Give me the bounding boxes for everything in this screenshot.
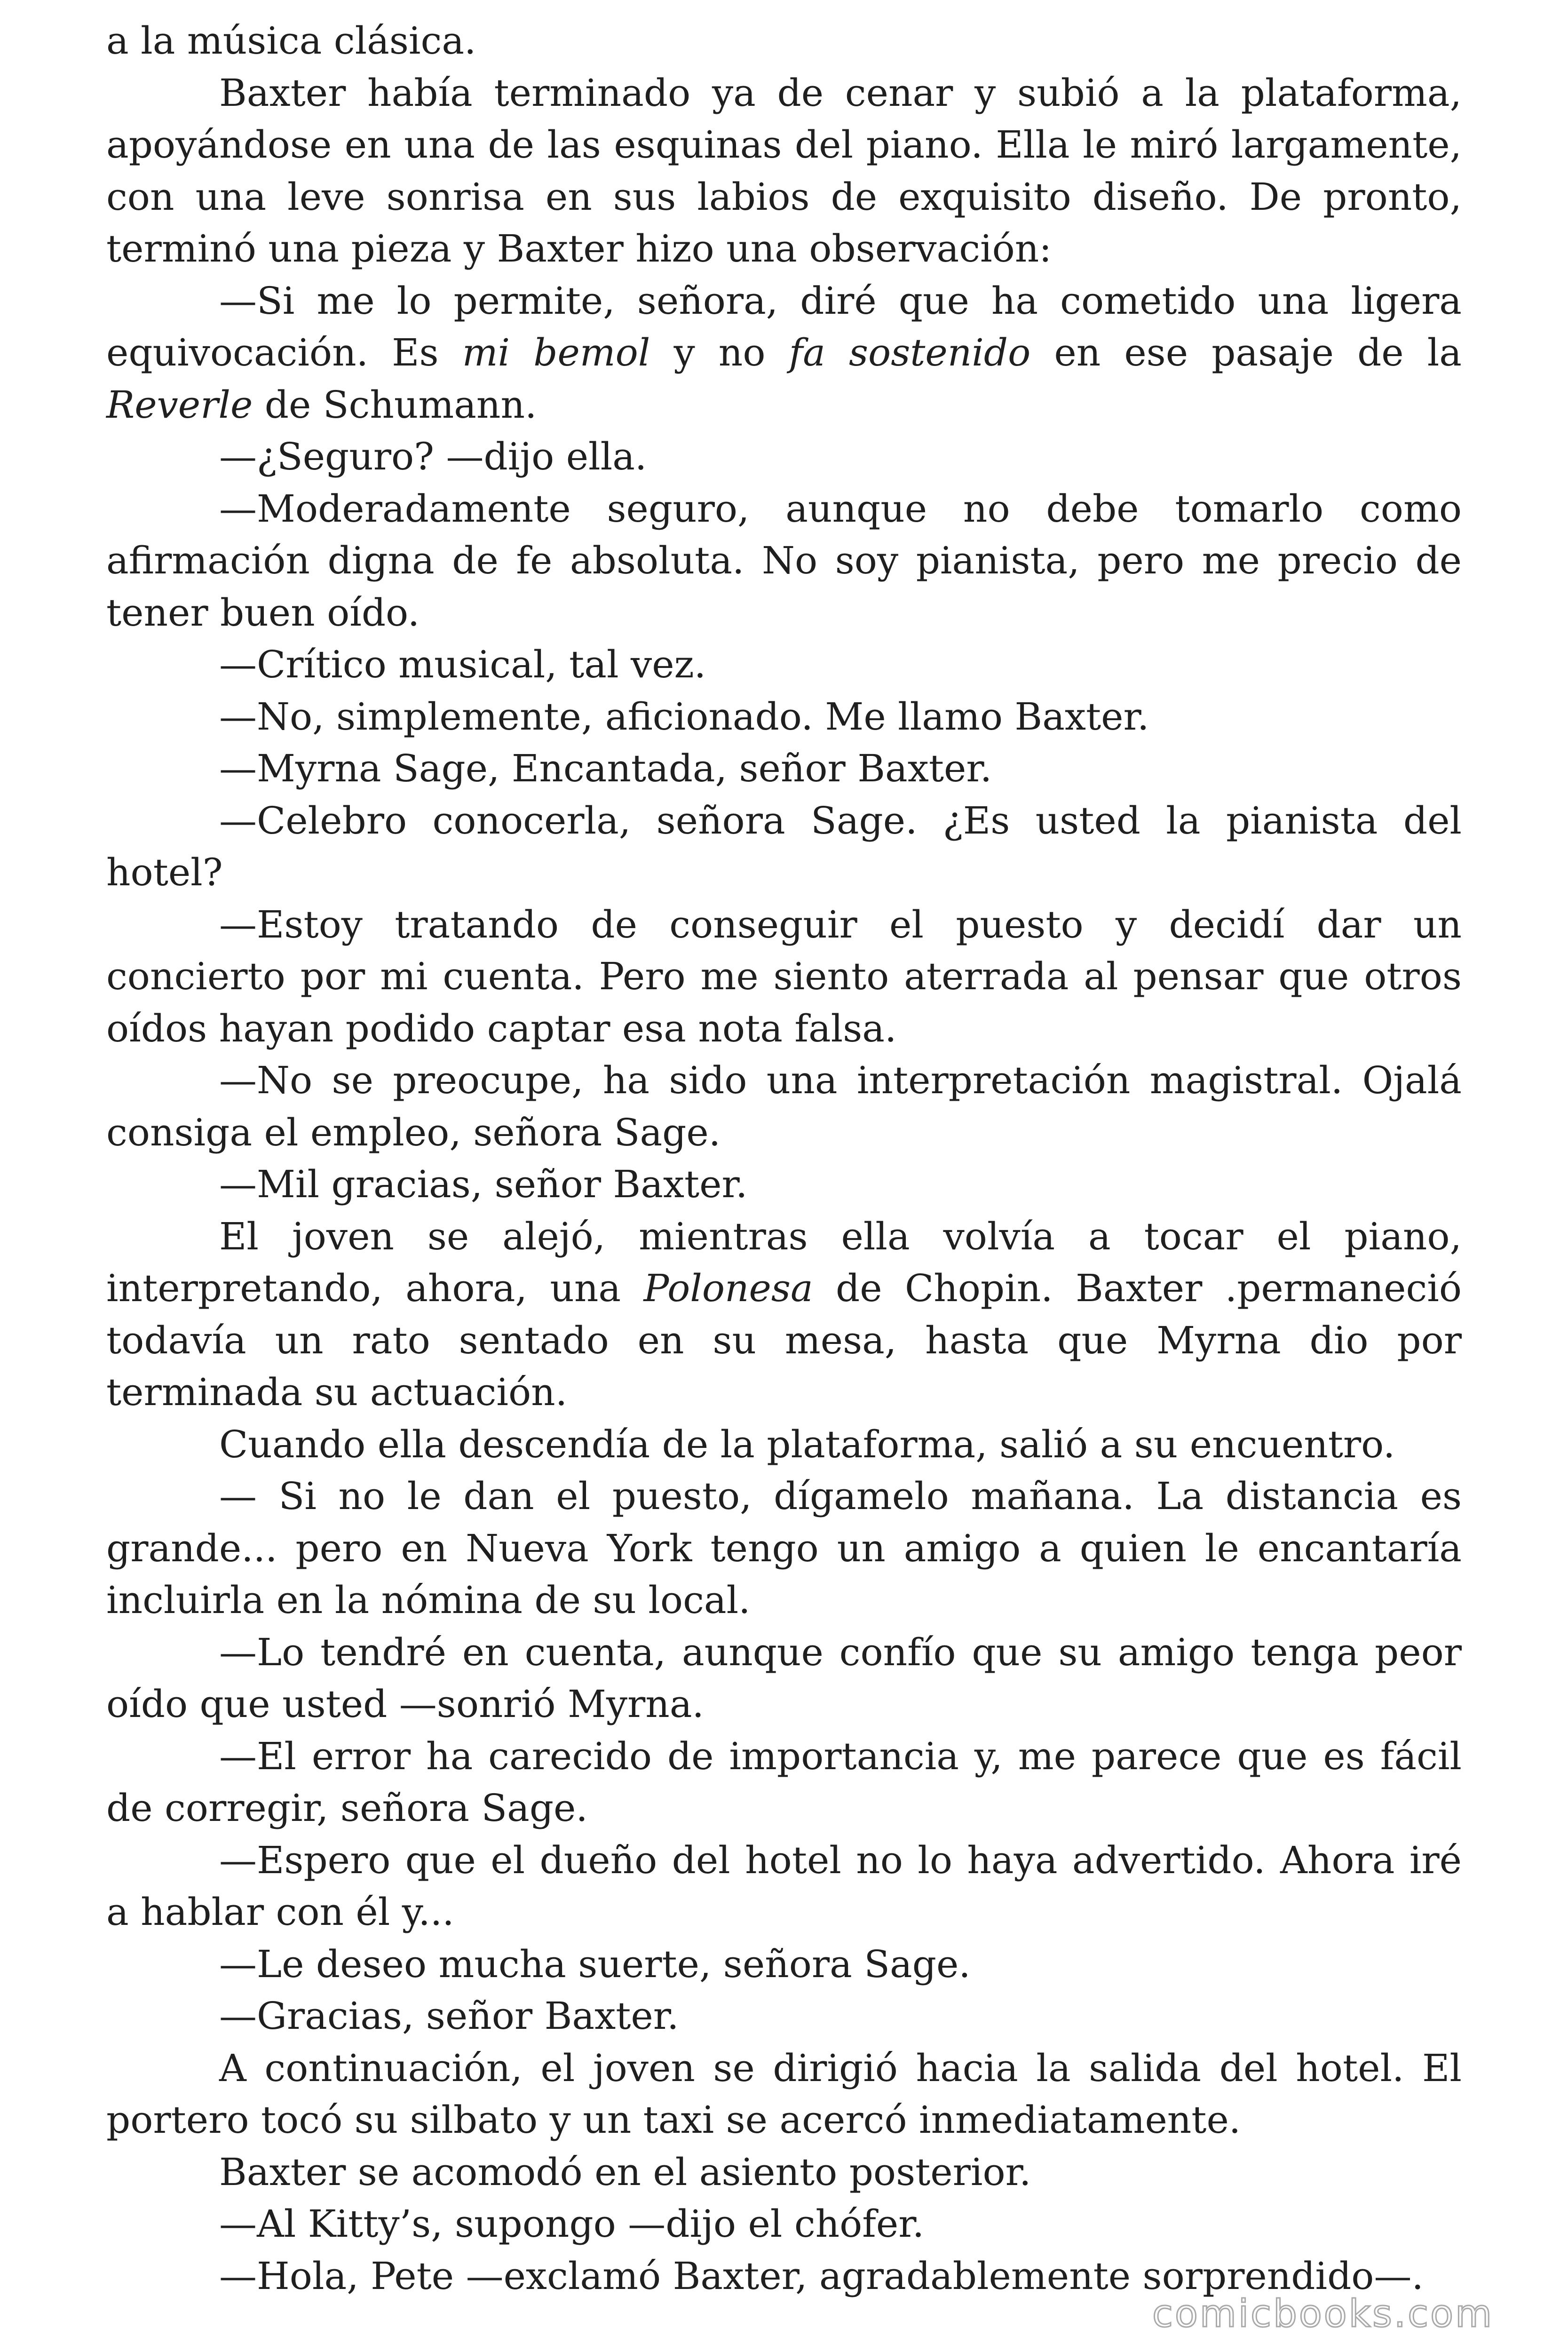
- paragraph-6: —Crítico musical, tal vez.: [219, 643, 706, 686]
- paragraph-16: —Lo tendré en cuenta, aunque confío que su amigo tenga peor oído que usted —sonrió Myrna.: [106, 1630, 1462, 1726]
- book-page-text: [106, 15, 1462, 2302]
- paragraph-17: —El error ha carecido de importancia y, me parece que es fácil de corregir, señora Sage.: [106, 1734, 1462, 1830]
- paragraph-23: —Al Kitty’s, supongo —dijo el chófer.: [219, 2202, 925, 2246]
- emphasis-polonesa: Polonesa: [643, 1266, 813, 1310]
- paragraph-11: —No se preocupe, ha sido una interpretación magistral. Ojalá consiga el empleo, señora Sage.: [106, 1058, 1462, 1154]
- paragraph-5: —Moderadamente seguro, aunque no debe tomarlo como afirmación digna de fe absoluta. No soy pianista, pero me precio de tener buen oído.: [106, 486, 1462, 635]
- paragraph-18: —Espero que el dueño del hotel no lo haya advertido. Ahora iré a hablar con él y...: [106, 1838, 1462, 1934]
- paragraph-20: —Gracias, señor Baxter.: [219, 1994, 679, 2038]
- paragraph-13-text-a: El joven se alejó, mientras ella volvía a tocar el piano, interpretando, ahora, una: [106, 1214, 1462, 1310]
- paragraph-15: — Si no le dan el puesto, dígamelo mañana. La distancia es grande... pero en Nueva York tengo un amigo a quien le encantaría incluirla en la nómina de su local.: [106, 1474, 1462, 1622]
- emphasis-mi-bemol: mi bemol: [462, 331, 650, 374]
- paragraph-3-text-c: en ese pasaje de la: [1030, 331, 1462, 374]
- paragraph-2: Baxter había terminado ya de cenar y subió a la plataforma, apoyándose en una de las esquinas del piano. Ella le miró largamente, con una leve sonrisa en sus labios de exquisito diseño. De pronto, terminó una pieza y Baxter hizo una observación:: [106, 71, 1462, 270]
- paragraph-3-text-b: y no: [650, 331, 789, 374]
- paragraph-3: [106, 275, 1462, 431]
- paragraph-7: —No, simplemente, aficionado. Me llamo Baxter.: [219, 694, 1149, 739]
- paragraph-24: —Hola, Pete —exclamó Baxter, agradablemente sorprendido—.: [219, 2254, 1424, 2298]
- paragraph-1: a la música clásica.: [106, 19, 476, 63]
- paragraph-13: [106, 1211, 1462, 1419]
- paragraph-4: —¿Seguro? —dijo ella.: [219, 435, 647, 478]
- paragraph-9: —Celebro conocerla, señora Sage. ¿Es usted la pianista del hotel?: [106, 798, 1462, 894]
- paragraph-21: A continuación, el joven se dirigió hacia la salida del hotel. El portero tocó su silbato y un taxi se acercó inmediatamente.: [106, 2046, 1462, 2142]
- paragraph-3-text-a: —Si me lo permite, señora, diré que ha cometido una ligera equivocación. Es: [106, 278, 1462, 374]
- paragraph-12: —Mil gracias, señor Baxter.: [219, 1162, 748, 1206]
- emphasis-reverle: Reverle: [106, 382, 253, 427]
- watermark-text: comicbooks.com: [1152, 2292, 1494, 2336]
- paragraph-13-text-b: de Chopin. Baxter .permaneció todavía un rato sentado en su mesa, hasta que Myrna dio por terminada su actuación.: [106, 1266, 1462, 1414]
- paragraph-10: —Estoy tratando de conseguir el puesto y decidí dar un concierto por mi cuenta. Pero me siento aterrada al pensar que otros oídos hayan podido captar esa nota falsa.: [106, 902, 1462, 1050]
- paragraph-22: Baxter se acomodó en el asiento posterior.: [219, 2150, 1031, 2194]
- paragraph-3-text-d: de Schumann.: [253, 382, 537, 427]
- paragraph-19: —Le deseo mucha suerte, señora Sage.: [219, 1942, 971, 1986]
- paragraph-14: Cuando ella descendía de la plataforma, salió a su encuentro.: [219, 1422, 1395, 1466]
- paragraph-8: —Myrna Sage, Encantada, señor Baxter.: [219, 747, 992, 790]
- emphasis-fa-sostenido: fa sostenido: [789, 331, 1031, 374]
